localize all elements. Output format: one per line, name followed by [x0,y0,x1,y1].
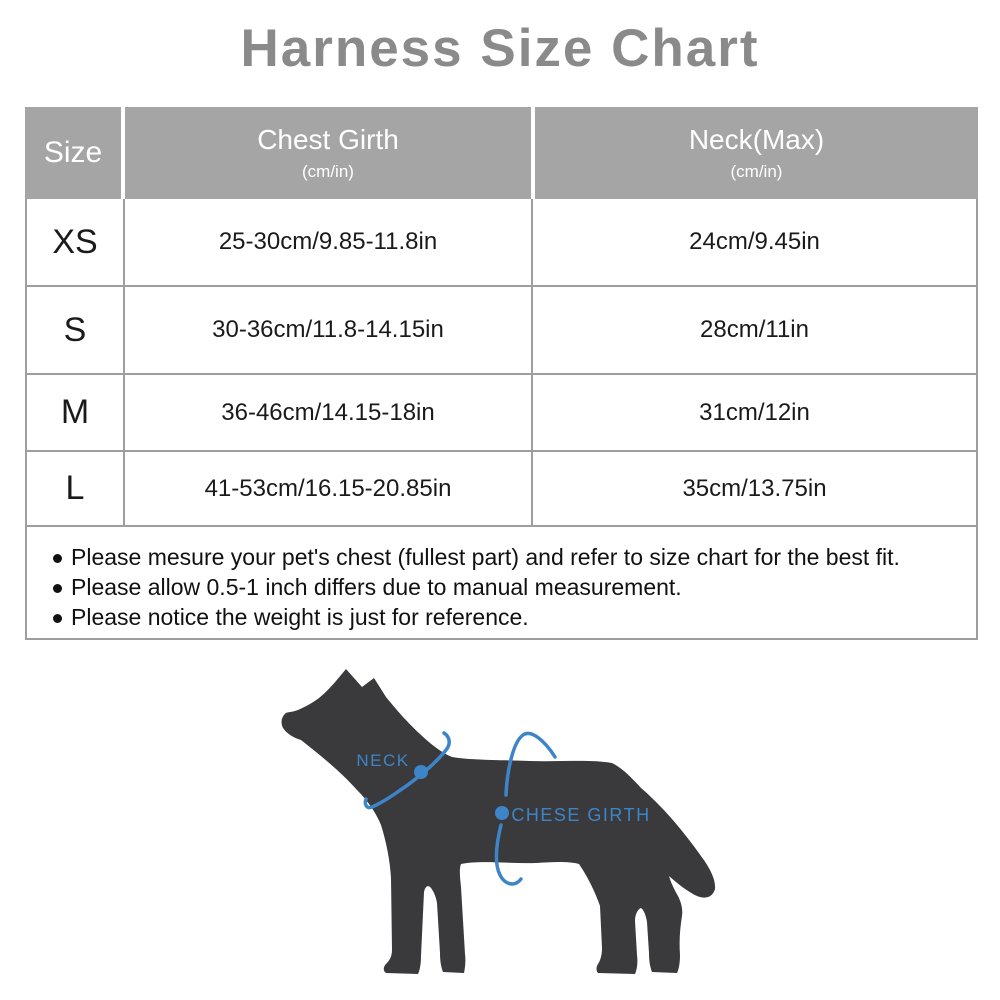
neck-cell-xs: 24cm/9.45in [533,199,976,285]
neck-cell-l: 35cm/13.75in [533,452,976,525]
note-text: Please allow 0.5-1 inch differs due to manual measurement. [71,574,682,600]
header-label-size: Size [43,136,103,169]
header-cell-chest-girth [125,107,531,199]
header-unit-chest-girth: (cm/in) [302,162,354,181]
header-cell-size [25,107,121,199]
note-text: Please mesure your pet's chest (fullest part) and refer to size chart for the best fit. [71,544,900,570]
dog-measurement-diagram [250,650,730,990]
bullet-icon [53,584,62,593]
table-header-row [25,107,978,199]
size-cell-l: L [27,452,123,525]
note-text: Please notice the weight is just for reference. [71,604,529,630]
chest-cell-s: 30-36cm/11.8-14.15in [125,287,531,373]
size-cell-s: S [27,287,123,373]
bullet-icon [53,614,62,623]
header-cell-neck-max [535,107,978,199]
note-item [53,572,968,602]
page-title: Harness Size Chart [240,19,760,78]
neck-cell-s: 28cm/11in [533,287,976,373]
note-item [53,602,968,632]
header-label-chest-girth: Chest Girth [257,124,399,155]
header-label-neck-max: Neck(Max) [688,124,825,155]
note-item [53,542,968,572]
chest-cell-xs: 25-30cm/9.85-11.8in [125,199,531,285]
size-cell-m: M [27,375,123,450]
size-chart-table [25,107,978,640]
notes-box [27,527,976,638]
chest-cell-l: 41-53cm/16.15-20.85in [125,452,531,525]
neck-cell-m: 31cm/12in [533,375,976,450]
size-cell-xs: XS [27,199,123,285]
header-unit-neck-max: (cm/in) [730,162,783,181]
neck-point [414,765,428,779]
bullet-icon [53,554,62,563]
chest-girth-label: CHESE GIRTH [511,805,651,825]
table-body [25,199,978,640]
chest-point [495,806,509,820]
chest-cell-m: 36-46cm/14.15-18in [125,375,531,450]
neck-label: NECK [356,751,410,770]
